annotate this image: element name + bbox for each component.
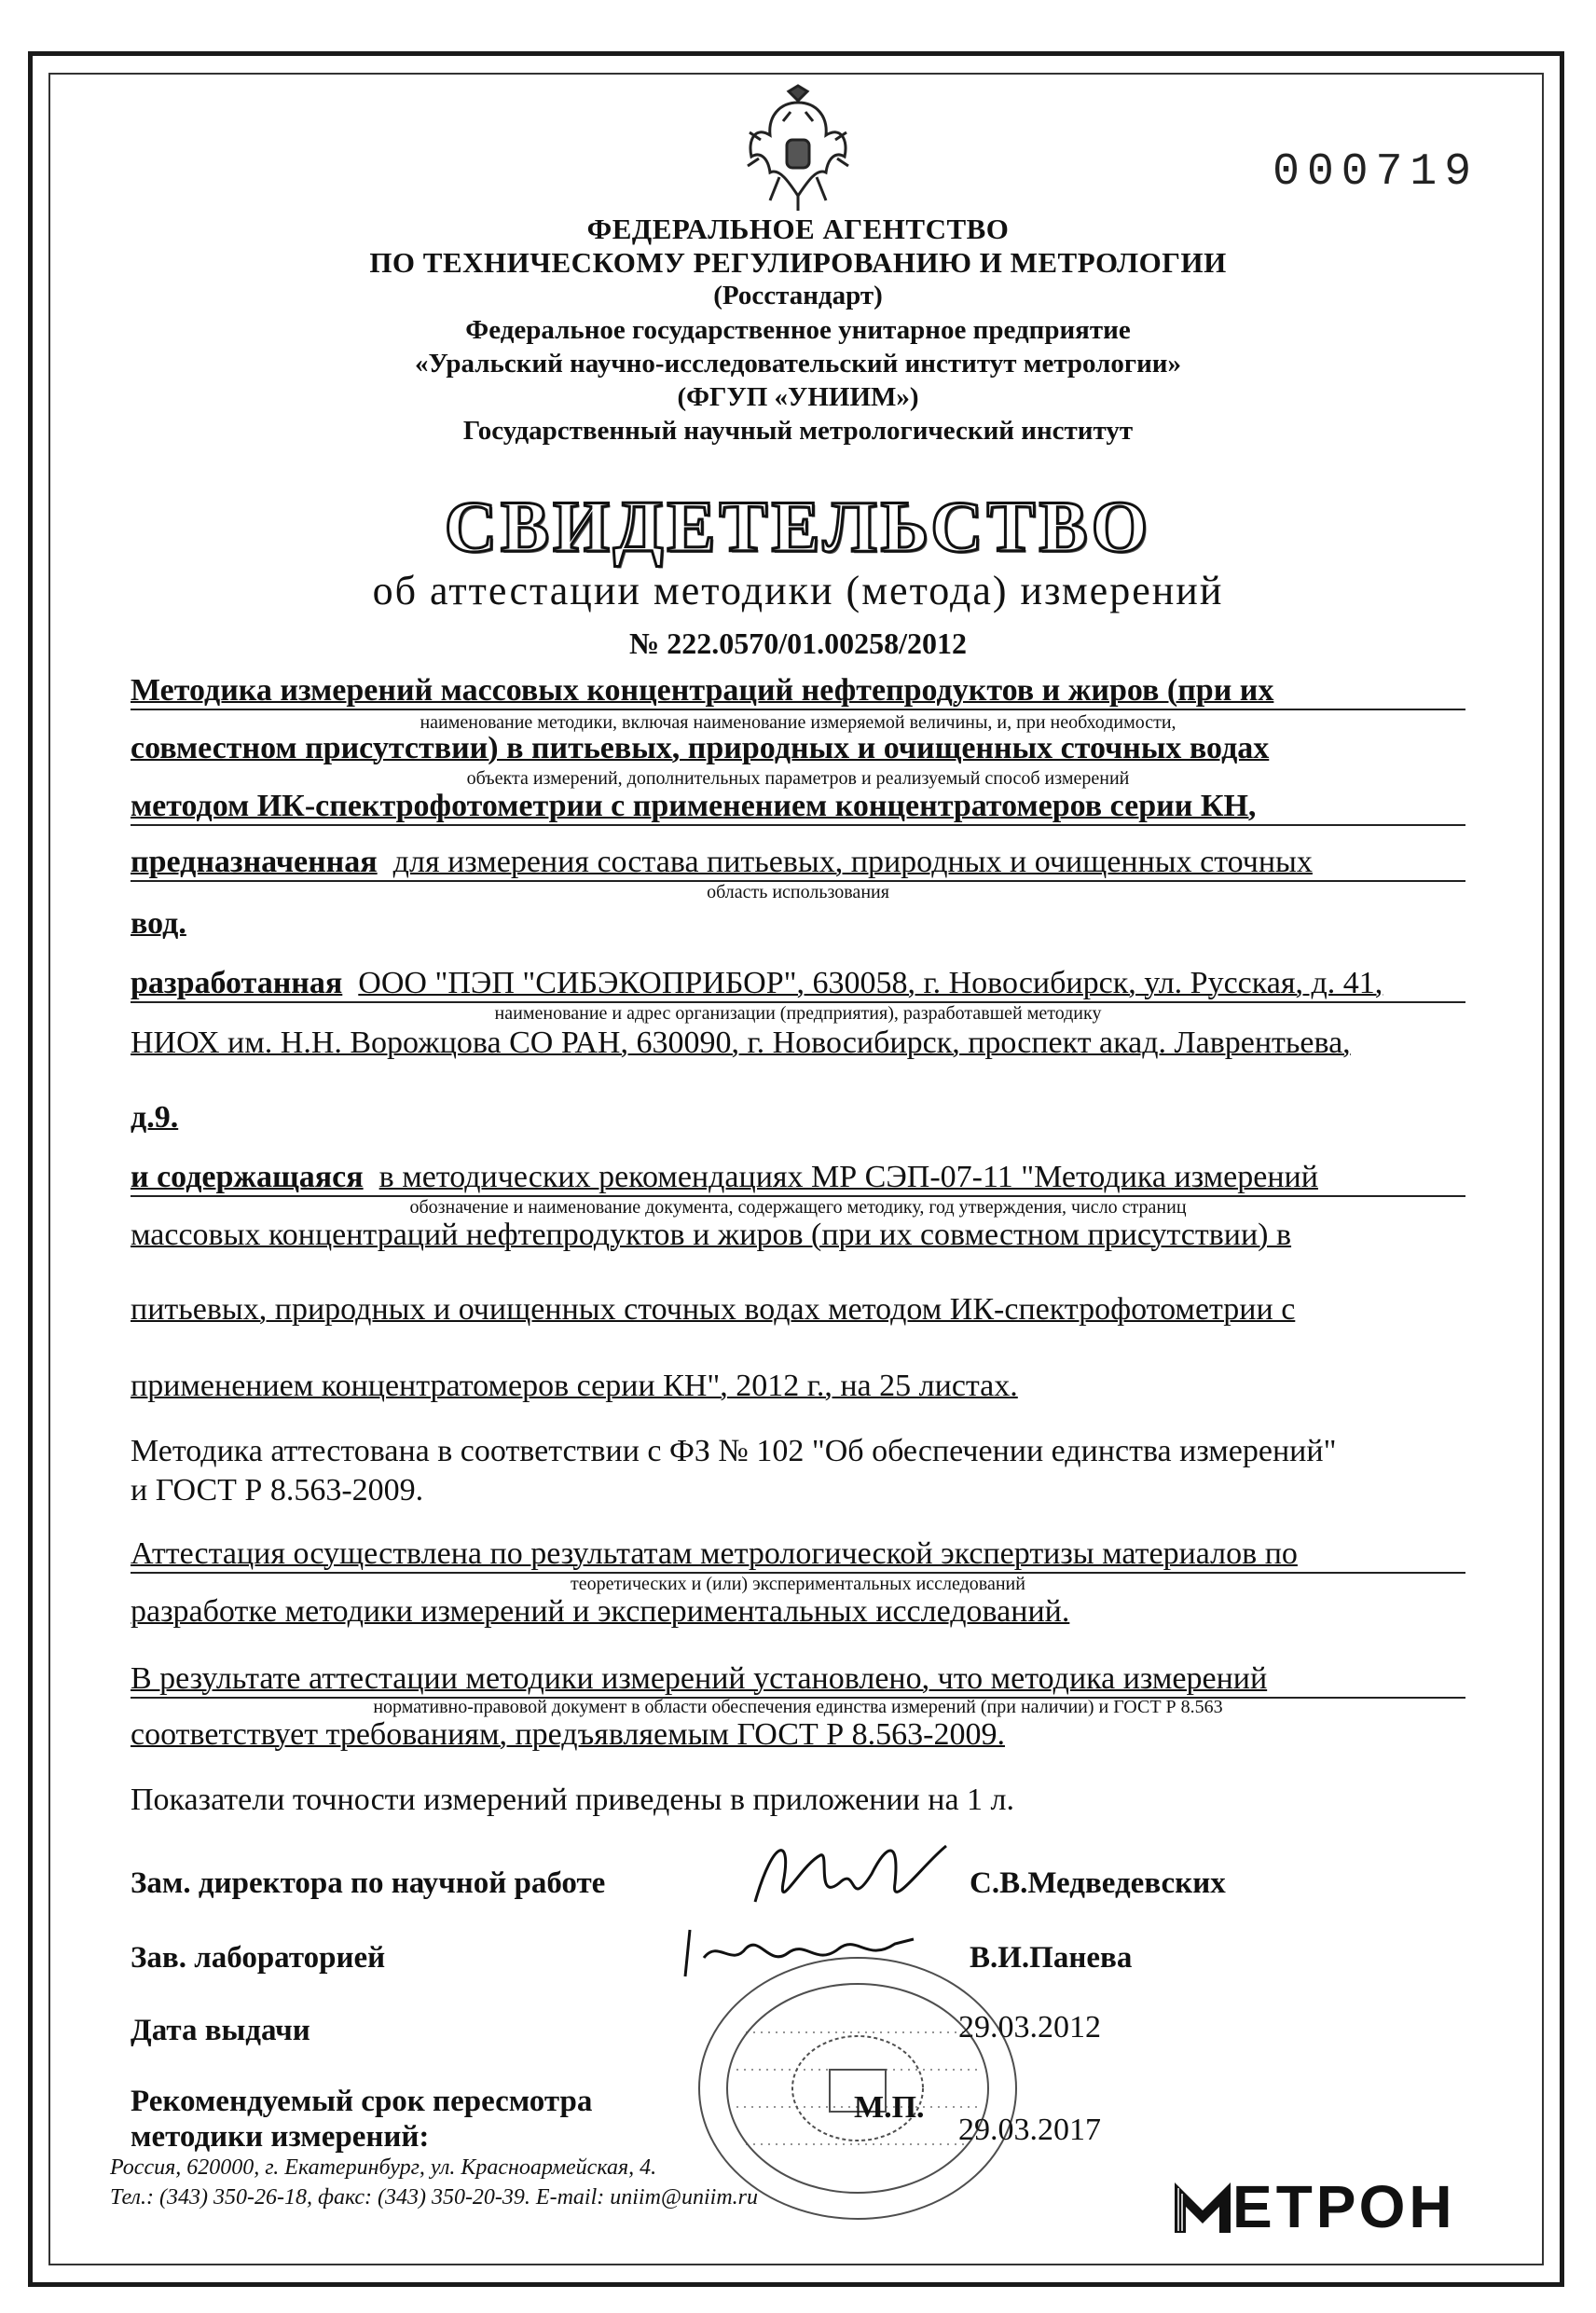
contained-line-3: питьевых, природных и очищенных сточных водах методом ИК-спектрофотометрии с — [131, 1292, 1296, 1327]
certificate-number: № 222.0570/01.00258/2012 — [629, 626, 967, 660]
metron-logo — [1173, 2172, 1456, 2241]
method-caption-1: наименование методики, включая наименование измеряемой величины, и, при необходимости, — [420, 712, 1176, 733]
certified-line-1: Методика аттестована в соответствии с ФЗ № 102 "Об обеспечении единства измерений" — [131, 1434, 1337, 1468]
lab-head-label: Зав. лабораторией — [131, 1941, 386, 1975]
coat-of-arms-icon — [742, 84, 854, 214]
developer-line — [131, 966, 1465, 1000]
contained-line-4: применением концентратомеров серии КН", 2012 г., на 25 листах. — [131, 1369, 1018, 1403]
attestation-line-2: разработке методики измерений и экспериментальных исследований. — [131, 1594, 1070, 1629]
agency-name-line2: ПО ТЕХНИЧЕСКОМУ РЕГУЛИРОВАНИЮ И МЕТРОЛОГИИ — [369, 246, 1227, 279]
institute-status: Государственный научный метрологический институт — [462, 416, 1134, 446]
contained-text: в методических рекомендациях МР СЭП-07-11 "Методика измерений — [378, 1160, 1318, 1194]
attestation-caption: теоретических и (или) экспериментальных исследований — [571, 1574, 1025, 1594]
deputy-director-label: Зам. директора по научной работе — [131, 1866, 606, 1900]
review-label-line-2: методики измерений: — [131, 2120, 430, 2154]
review-label-line-1: Рекомендуемый срок пересмотра — [131, 2085, 593, 2118]
purpose-caption: область использования — [707, 882, 889, 902]
divider-rule — [131, 709, 1465, 710]
developer-caption: наименование и адрес организации (предприятия), разработавшей методику — [494, 1003, 1102, 1024]
purpose-label: предназначенная — [131, 845, 378, 879]
document-subtitle: об аттестации методики (метода) измерений — [372, 568, 1224, 613]
institute-name: «Уральский научно-исследовательский институт метрологии» — [414, 349, 1182, 379]
review-date: 29.03.2017 — [958, 2113, 1101, 2147]
result-caption: нормативно-правовой документ в области обеспечения единства измерений (при наличии) и ГОСТ Р 8.563 — [373, 1697, 1223, 1717]
contained-line — [131, 1160, 1465, 1194]
metron-logo-text: ЕТРОН — [1232, 2173, 1456, 2240]
deputy-director-name: С.В.Медведевских — [970, 1866, 1226, 1900]
developer-text: ООО "ПЭП "СИБЭКОПРИБОР", 630058, г. Новосибирск, ул. Русская, д. 41, — [358, 966, 1383, 1000]
contained-caption: обозначение и наименование документа, содержащего методику, год утверждения, число страниц — [409, 1197, 1187, 1218]
contained-line-2: массовых концентраций нефтепродуктов и жиров (при их совместном присутствии) в — [131, 1218, 1292, 1252]
lab-head-name: В.И.Панева — [970, 1941, 1133, 1975]
certified-line-2: и ГОСТ Р 8.563-2009. — [131, 1473, 424, 1508]
divider-rule — [131, 824, 1465, 826]
accuracy-note: Показатели точности измерений приведены в приложении на 1 л. — [131, 1783, 1014, 1817]
footer-address: Россия, 620000, г. Екатеринбург, ул. Красноармейская, 4. — [110, 2155, 657, 2180]
serial-number: 000719 — [1273, 147, 1479, 198]
contained-label: и содержащаяся — [131, 1160, 364, 1194]
issue-date-label: Дата выдачи — [131, 2014, 310, 2047]
developer-label: разработанная — [131, 966, 343, 1000]
metron-m-icon — [1173, 2177, 1232, 2237]
agency-short-name: (Росстандарт) — [713, 281, 883, 310]
enterprise-type: Федеральное государственное унитарное предприятие — [465, 315, 1131, 345]
purpose-continuation: вод. — [131, 906, 186, 941]
agency-name: ФЕДЕРАЛЬНОЕ АГЕНТСТВО — [586, 213, 1010, 245]
purpose-line — [131, 845, 1465, 879]
developer-line-2: НИОХ им. Н.Н. Ворожцова СО РАН, 630090, г. Новосибирск, проспект акад. Лаврентьева, — [131, 1026, 1351, 1060]
document-title: СВИДЕТЕЛЬСТВО — [444, 486, 1152, 567]
method-line-1: Методика измерений массовых концентраций нефтепродуктов и жиров (при их — [131, 673, 1274, 708]
result-line-2: соответствует требованиям, предъявляемым ГОСТ Р 8.563-2009. — [131, 1717, 1005, 1752]
deputy-signature — [736, 1827, 951, 1930]
institute-short-name: (ФГУП «УНИИМ») — [677, 382, 919, 412]
attestation-line-1: Аттестация осуществлена по результатам метрологической экспертизы материалов по — [131, 1536, 1298, 1571]
method-line-3: методом ИК-спектрофотометрии с применением концентратомеров серии КН, — [131, 789, 1257, 823]
issue-date: 29.03.2012 — [958, 2010, 1101, 2045]
method-caption-2: объекта измерений, дополнительных параметров и реализуемый способ измерений — [466, 768, 1130, 789]
stamp-mark: М.П. — [854, 2090, 925, 2125]
purpose-text: для измерения состава питьевых, природных и очищенных сточных — [392, 845, 1313, 879]
method-line-2: совместном присутствии) в питьевых, природных и очищенных сточных водах — [131, 731, 1270, 765]
result-line-1: В результате аттестации методики измерений установлено, что методика измерений — [131, 1661, 1268, 1696]
footer-contacts: Тел.: (343) 350-26-18, факс: (343) 350-20-39. E-mail: uniim@uniim.ru — [110, 2185, 758, 2210]
developer-line-3: д.9. — [131, 1100, 179, 1135]
